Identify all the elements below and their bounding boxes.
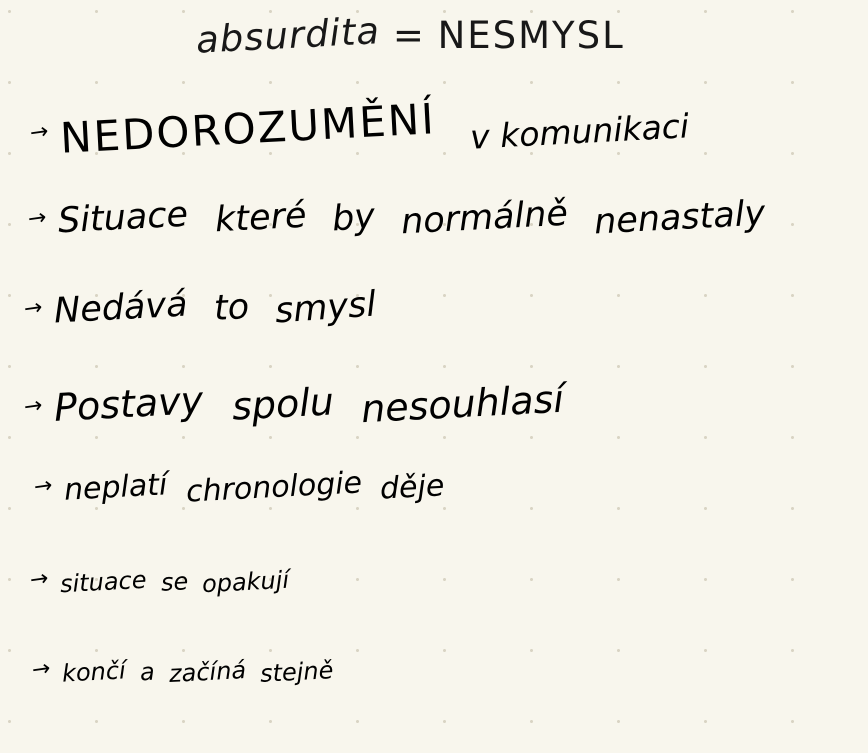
note-line-7 bbox=[30, 655, 347, 688]
note-word: stejně bbox=[259, 656, 334, 688]
note-title bbox=[195, 9, 625, 62]
note-word-emphasis: smysl bbox=[273, 284, 378, 332]
arrow-icon: → bbox=[28, 565, 51, 594]
note-line-1-rest: v komunikaci bbox=[469, 106, 691, 157]
note-word: nesouhlasí bbox=[360, 376, 566, 432]
note-word: Postavy bbox=[53, 378, 205, 430]
note-word: Nedává bbox=[53, 284, 189, 332]
note-word: situace bbox=[59, 565, 148, 599]
note-word: se bbox=[160, 567, 189, 597]
note-word: by bbox=[330, 196, 377, 240]
arrow-icon: → bbox=[26, 204, 49, 233]
note-word: normálně bbox=[399, 193, 569, 243]
note-line-5 bbox=[32, 465, 462, 510]
note-line-1-emphasis: NEDOROZUMĚNÍ bbox=[59, 94, 438, 163]
note-word: spolu bbox=[230, 379, 335, 429]
note-line-1 bbox=[28, 94, 691, 163]
note-line-2 bbox=[26, 193, 791, 243]
note-word: chronologie bbox=[184, 465, 363, 510]
note-line-3 bbox=[22, 284, 402, 332]
note-word: končí bbox=[61, 656, 127, 688]
note-word: nenastaly bbox=[592, 193, 767, 243]
arrow-icon: → bbox=[28, 118, 51, 147]
note-word: které bbox=[213, 195, 307, 241]
note-word: děje bbox=[379, 468, 446, 507]
arrow-icon: → bbox=[22, 392, 45, 421]
note-word: Situace bbox=[57, 194, 190, 242]
note-word: a bbox=[139, 657, 156, 687]
note-title-word: absurdita bbox=[195, 9, 382, 62]
note-title-equals: = bbox=[392, 14, 425, 57]
arrow-icon: → bbox=[22, 294, 45, 323]
note-word: začíná bbox=[168, 656, 247, 688]
arrow-icon: → bbox=[30, 655, 53, 684]
note-word: opakují bbox=[201, 565, 290, 599]
note-line-6 bbox=[28, 565, 303, 599]
note-word: to bbox=[212, 287, 251, 329]
note-line-4 bbox=[22, 376, 592, 432]
arrow-icon: → bbox=[32, 472, 55, 501]
note-word: neplatí bbox=[63, 467, 169, 508]
note-title-term: NESMYSL bbox=[437, 14, 625, 57]
